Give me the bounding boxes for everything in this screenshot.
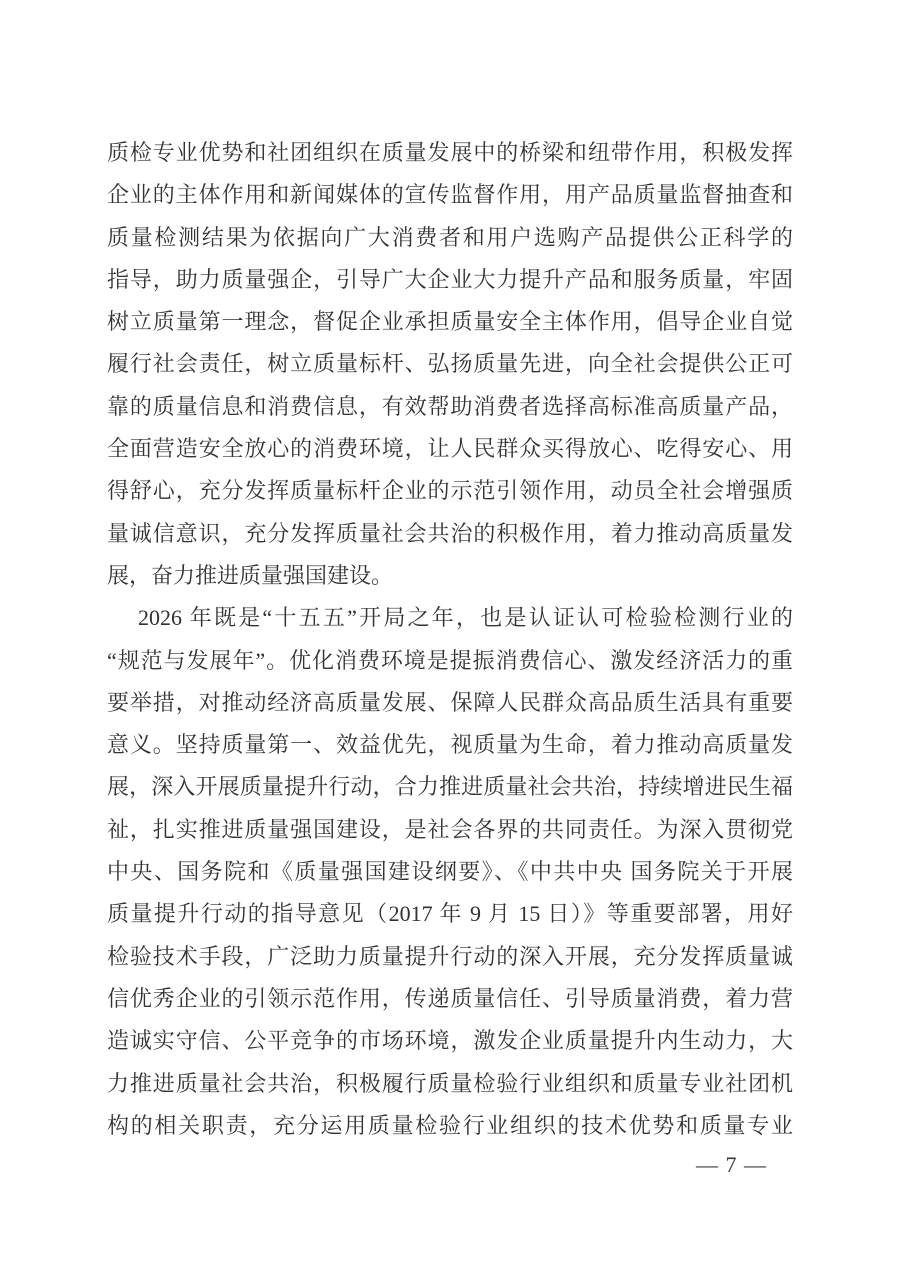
text-line: 检验技术手段，广泛助力质量提升行动的深入开展，充分发挥质量诚 (107, 943, 793, 969)
document-body (107, 132, 793, 1147)
text-line: 企业的主体作用和新闻媒体的宣传监督作用，用产品质量监督抽查和 (107, 182, 793, 208)
page-number: — 7 — (696, 1152, 767, 1177)
text-line: 全面营造安全放心的消费环境，让人民群众买得放心、吃得安心、用 (107, 436, 793, 462)
text-line: “规范与发展年”。优化消费环境是提振消费信心、激发经济活力的重 (107, 647, 793, 673)
text-line: 信优秀企业的引领示范作用，传递质量信任、引导质量消费，着力营 (107, 985, 793, 1011)
text-line: 树立质量第一理念，督促企业承担质量安全主体作用，倡导企业自觉 (107, 309, 793, 335)
text-line: 中央、国务院和《质量强国建设纲要》、《中共中央 国务院关于开展 (107, 859, 793, 885)
text-line: 力推进质量社会共治，积极履行质量检验行业组织和质量专业社团机 (107, 1070, 793, 1096)
text-line: 履行社会责任，树立质量标杆、弘扬质量先进，向全社会提供公正可 (107, 351, 793, 377)
paragraph-1 (107, 132, 793, 597)
text-line: 质检专业优势和社团组织在质量发展中的桥梁和纽带作用，积极发挥 (107, 140, 793, 165)
text-line: 指导，助力质量强企，引导广大企业大力提升产品和服务质量，牢固 (107, 266, 793, 292)
text-line: 量诚信意识，充分发挥质量社会共治的积极作用，着力推动高质量发 (107, 520, 793, 546)
text-line: 展，深入开展质量提升行动，合力推进质量社会共治，持续增进民生福 (107, 774, 793, 800)
text-line: 2026 年既是“十五五”开局之年，也是认证认可检验检测行业的 (138, 605, 793, 631)
text-line: 展，奋力推进质量强国建设。 (107, 562, 394, 588)
paragraph-2 (107, 597, 793, 1147)
text-line: 构的相关职责，充分运用质量检验行业组织的技术优势和质量专业 (107, 1112, 793, 1138)
text-line: 祉，扎实推进质量强国建设，是社会各界的共同责任。为深入贯彻党 (107, 816, 793, 842)
text-line: 得舒心，充分发挥质量标杆企业的示范引领作用，动员全社会增强质 (107, 478, 793, 504)
text-line: 靠的质量信息和消费信息，有效帮助消费者选择高标准高质量产品， (107, 393, 793, 419)
text-line: 意义。坚持质量第一、效益优先，视质量为生命，着力推动高质量发 (107, 732, 793, 758)
text-line: 造诚实守信、公平竞争的市场环境，激发企业质量提升内生动力，大 (107, 1028, 793, 1054)
text-line: 质量提升行动的指导意见（2017 年 9 月 15 日）》等重要部署，用好 (107, 901, 793, 927)
text-line: 质量检测结果为依据向广大消费者和用户选购产品提供公正科学的 (107, 224, 793, 250)
text-line: 要举措，对推动经济高质量发展、保障人民群众高品质生活具有重要 (107, 689, 793, 715)
